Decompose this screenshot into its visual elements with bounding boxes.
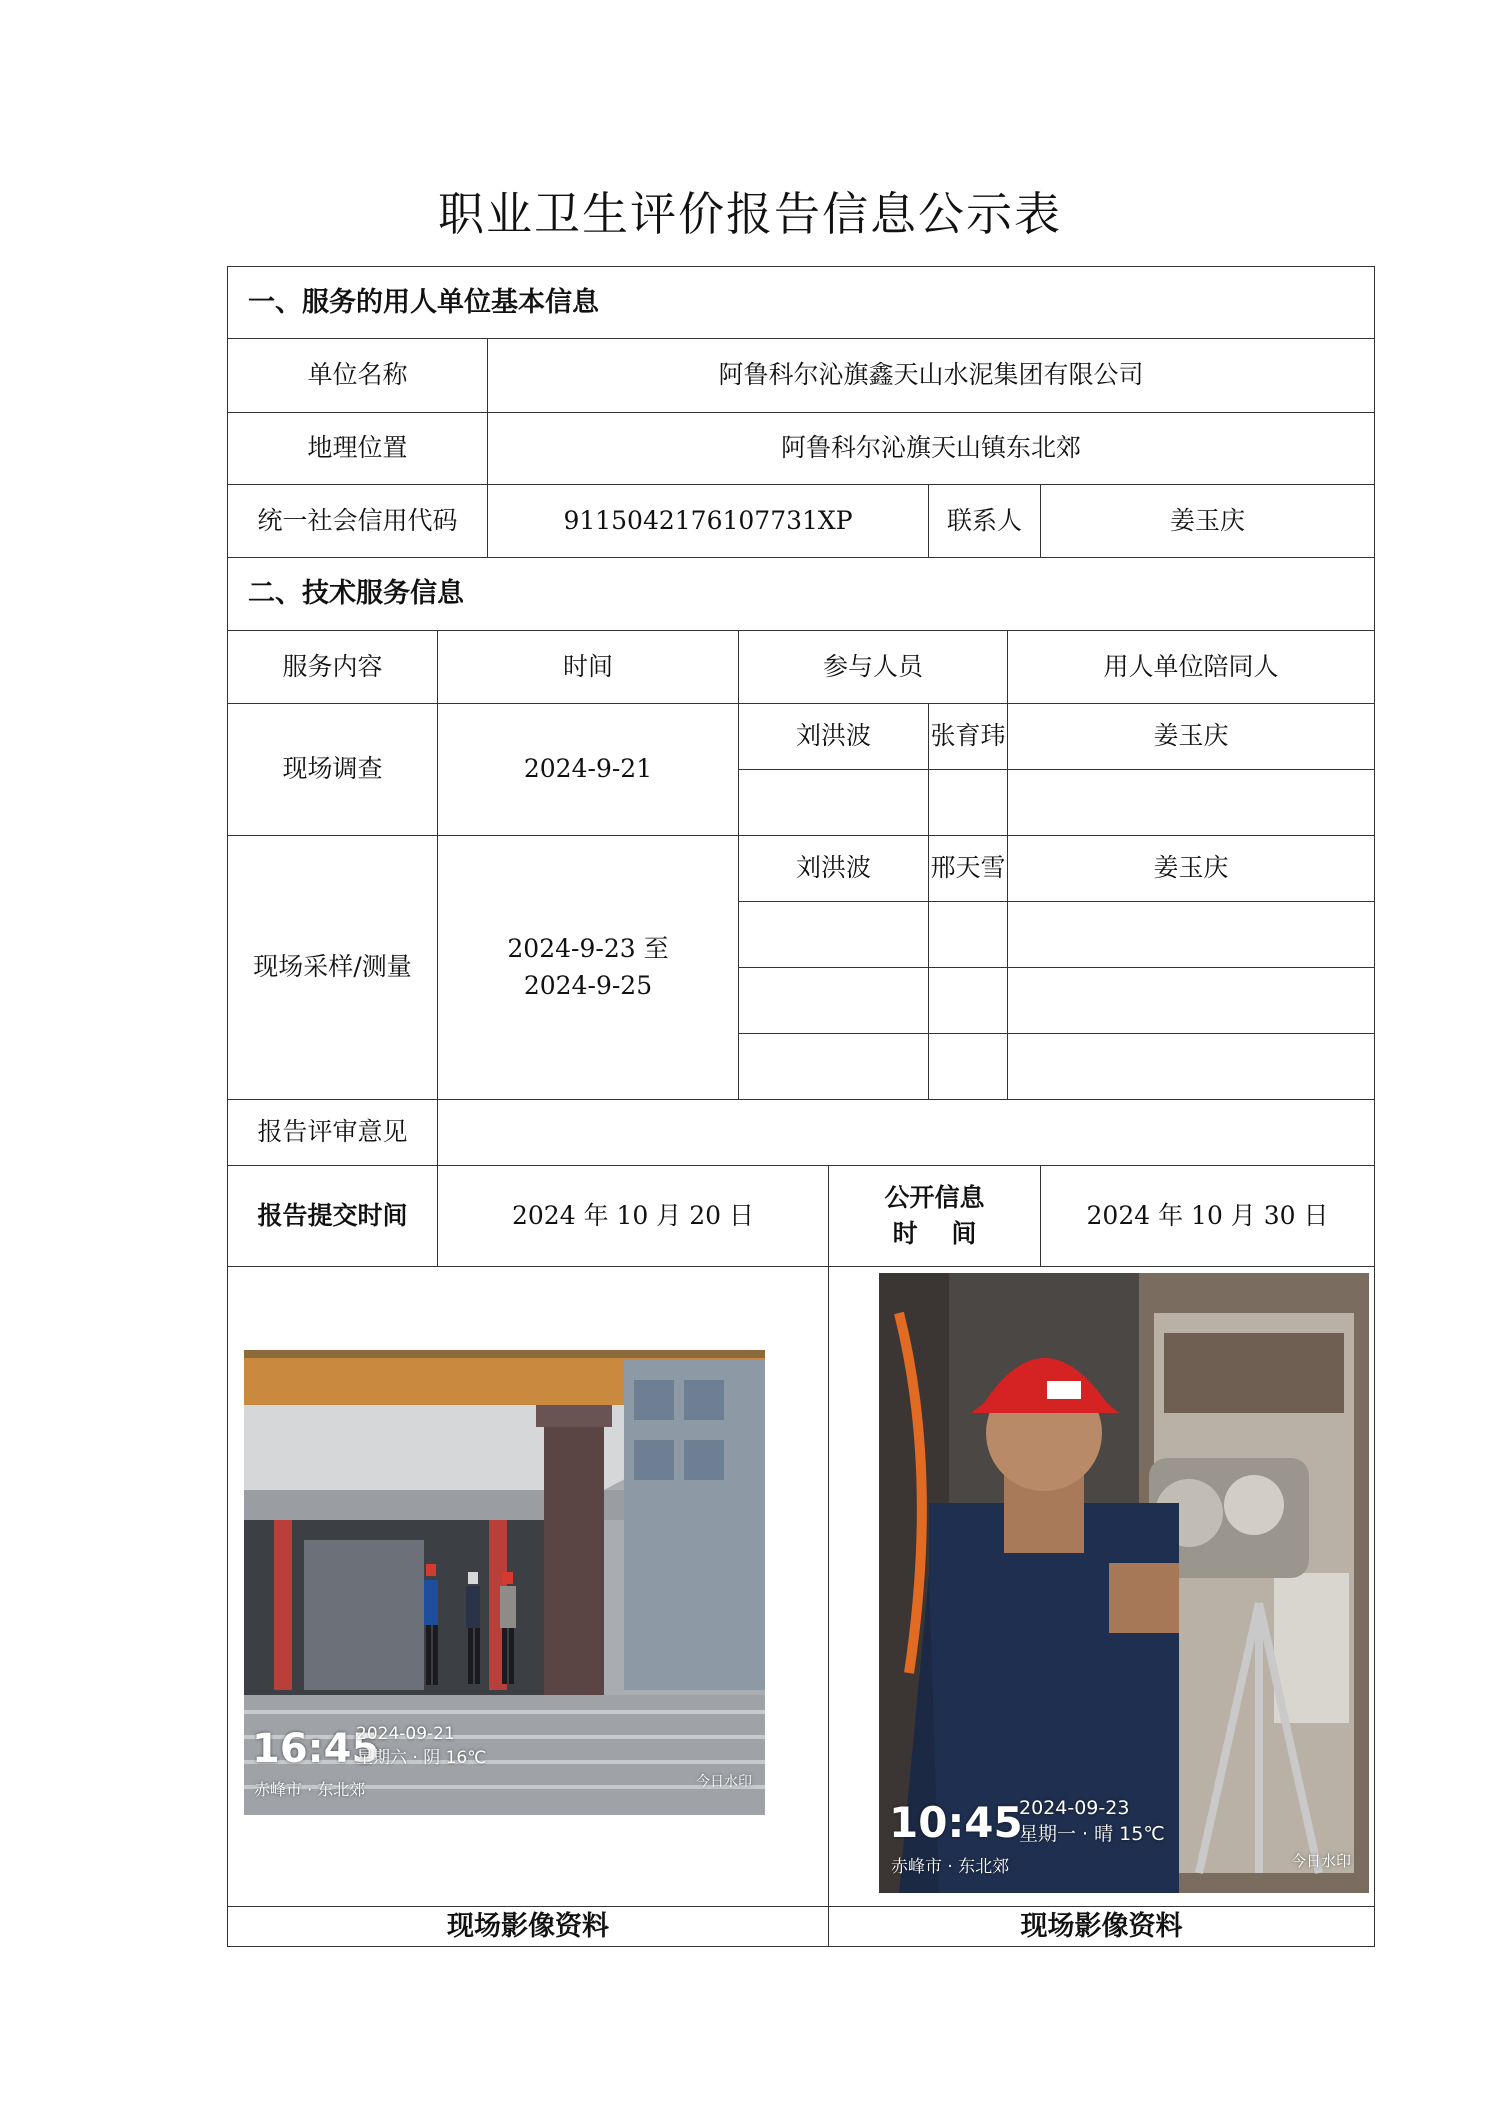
public-label-line1: 公开信息: [884, 1182, 985, 1212]
sampling-participant-1: 刘洪波: [739, 836, 929, 902]
survey-participant-1: 刘洪波: [739, 704, 929, 770]
col-time-header: 时间: [438, 631, 739, 704]
photo-time: 10:45: [889, 1798, 1023, 1847]
survey-escort: 姜玉庆: [1008, 704, 1375, 770]
photo-cell-right: [829, 1267, 1375, 1907]
photo-weather: 星期一 · 晴 15℃: [1019, 1823, 1165, 1845]
col-escort-header: 用人单位陪同人: [1008, 631, 1375, 704]
photo-weather: 星期六 · 阴 16℃: [356, 1748, 487, 1768]
credit-code-value: 9115042176107731XP: [488, 485, 929, 558]
sampling-escort: 姜玉庆: [1008, 836, 1375, 902]
watermark-logo: 今日水印: [1291, 1852, 1352, 1870]
photo-caption-left: 现场影像资料: [228, 1907, 829, 1947]
page-title: 职业卫生评价报告信息公示表: [438, 187, 1062, 241]
photo-caption-right: 现场影像资料: [829, 1907, 1375, 1947]
survey-participant-2: 张育玮: [929, 704, 1008, 770]
section2-heading: 二、技术服务信息: [228, 558, 1375, 631]
watermark-logo: 今日水印: [696, 1774, 752, 1790]
photo-time: 16:45: [252, 1726, 380, 1772]
review-value: [438, 1100, 1375, 1166]
unit-name-label: 单位名称: [228, 339, 488, 413]
info-table: [227, 266, 1375, 1947]
photo-date: 2024-09-23: [1019, 1797, 1130, 1819]
submit-date: 2024 年 10 月 20 日: [438, 1166, 829, 1267]
sampling-date: [438, 836, 739, 1100]
site-photo-right: [879, 1273, 1369, 1893]
survey-date: 2024-9-21: [438, 704, 739, 836]
sampling-date-line1: 2024-9-23 至: [507, 934, 669, 964]
submit-label: 报告提交时间: [228, 1166, 438, 1267]
review-label: 报告评审意见: [228, 1100, 438, 1166]
photo-cell-left: [228, 1267, 829, 1907]
contact-label: 联系人: [929, 485, 1041, 558]
col-content-header: 服务内容: [228, 631, 438, 704]
col-participants-header: 参与人员: [739, 631, 1008, 704]
photo-place: 赤峰市 · 东北郊: [254, 1780, 366, 1799]
unit-name-value: 阿鲁科尔沁旗鑫天山水泥集团有限公司: [488, 339, 1375, 413]
sampling-label: 现场采样/测量: [228, 836, 438, 1100]
public-date: 2024 年 10 月 30 日: [1041, 1166, 1375, 1267]
public-label: [829, 1166, 1041, 1267]
location-label: 地理位置: [228, 413, 488, 485]
credit-code-label: 统一社会信用代码: [228, 485, 488, 558]
site-photo-left: [244, 1350, 765, 1815]
public-label-line2: 时 间: [892, 1219, 977, 1248]
contact-value: 姜玉庆: [1041, 485, 1375, 558]
photo-place: 赤峰市 · 东北郊: [891, 1857, 1010, 1877]
location-value: 阿鲁科尔沁旗天山镇东北郊: [488, 413, 1375, 485]
survey-label: 现场调查: [228, 704, 438, 836]
sampling-date-line2: 2024-9-25: [523, 970, 653, 1000]
photo-date: 2024-09-21: [356, 1724, 455, 1744]
sampling-participant-2: 邢天雪: [929, 836, 1008, 902]
section1-heading: 一、服务的用人单位基本信息: [228, 267, 1375, 339]
